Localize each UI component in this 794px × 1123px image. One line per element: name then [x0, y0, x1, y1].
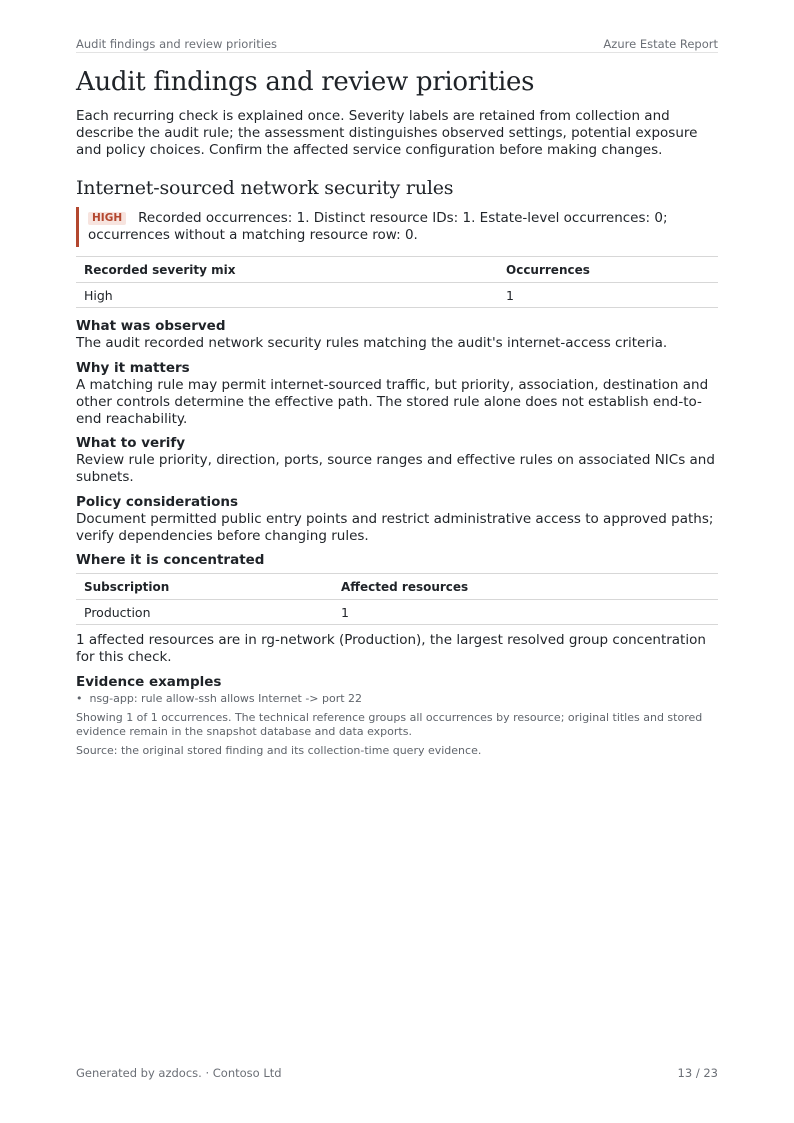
running-header-left: Audit findings and review priorities	[76, 36, 278, 51]
concentration-table	[76, 573, 718, 625]
occurrence-summary: Recorded occurrences: 1. Distinct resource IDs: 1. Estate-level occurrences: 0; occurrences without a matching resource row: 0.	[88, 210, 668, 243]
page-title: Audit findings and review priorities	[76, 67, 535, 97]
page-number: 13 / 23	[677, 1066, 718, 1080]
column-header: Subscription	[76, 574, 333, 600]
page-footer	[76, 1066, 718, 1080]
intro-paragraph: Each recurring check is explained once. Severity labels are retained from collection and describe the audit rule; the assessment distinguishes observed settings, potential exposure and policy choices. Confirm the affected service configuration before making changes.	[76, 108, 698, 158]
evidence-heading: Evidence examples	[76, 674, 222, 690]
why-heading: Why it matters	[76, 360, 190, 376]
column-header: Occurrences	[498, 257, 718, 283]
showing-note: Showing 1 of 1 occurrences. The technical reference groups all occurrences by resource; original titles and stored evidence remain in the snapshot database and data exports.	[76, 711, 703, 738]
verify-text: Review rule priority, direction, ports, source ranges and effective rules on associated NICs and subnets.	[76, 452, 715, 485]
bullet-icon: •	[76, 692, 90, 705]
list-item	[76, 692, 362, 706]
observed-text: The audit recorded network security rules matching the audit's internet-access criteria.	[76, 335, 668, 351]
concentration-text: 1 affected resources are in rg-network (Production), the largest resolved group concentration for this check.	[76, 632, 706, 665]
policy-text: Document permitted public entry points and restrict administrative access to approved paths; verify dependencies before changing rules.	[76, 511, 714, 544]
verify-heading: What to verify	[76, 435, 186, 451]
severity-table	[76, 256, 718, 308]
section-title: Internet-sourced network security rules	[76, 177, 454, 199]
running-header-right: Azure Estate Report	[603, 36, 718, 51]
source-note: Source: the original stored finding and its collection-time query evidence.	[76, 744, 482, 757]
column-header: Recorded severity mix	[76, 257, 498, 283]
table-cell: Production	[76, 600, 333, 625]
severity-callout	[76, 207, 716, 247]
table-header-row	[76, 257, 718, 283]
table-row	[76, 283, 718, 308]
concentration-heading: Where it is concentrated	[76, 552, 265, 568]
policy-heading: Policy considerations	[76, 494, 239, 510]
evidence-text: nsg-app: rule allow-ssh allows Internet -> port 22	[89, 692, 363, 705]
severity-badge: HIGH	[88, 212, 126, 225]
observed-heading: What was observed	[76, 318, 226, 334]
why-text: A matching rule may permit internet-sourced traffic, but priority, association, destination and other controls determine the effective path. The stored rule alone does not establish end-to-end reachability.	[76, 377, 709, 427]
running-header	[76, 35, 718, 53]
table-cell: 1	[333, 600, 718, 625]
table-cell: High	[76, 283, 498, 308]
footer-left: Generated by azdocs. · Contoso Ltd	[76, 1066, 282, 1080]
table-row	[76, 600, 718, 625]
table-cell: 1	[498, 283, 718, 308]
column-header: Affected resources	[333, 574, 718, 600]
table-header-row	[76, 574, 718, 600]
